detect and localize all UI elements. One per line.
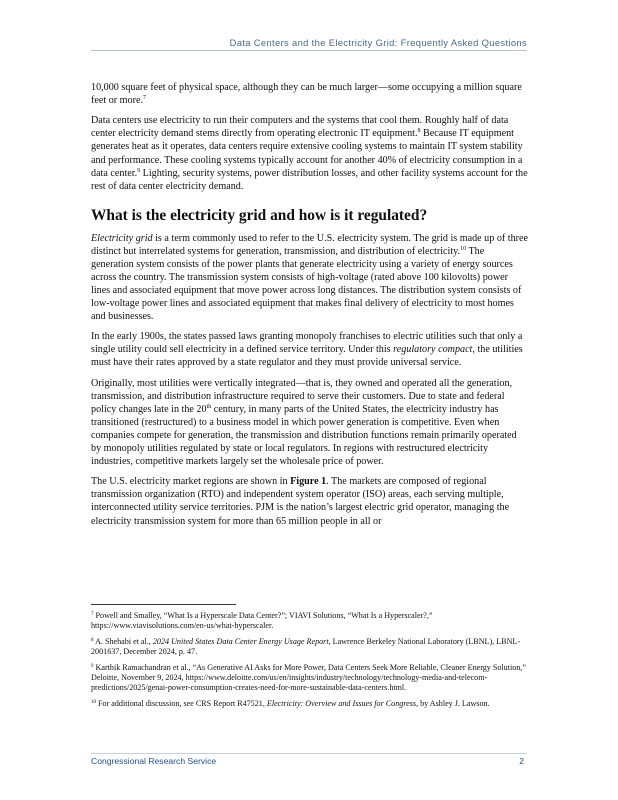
running-header: Data Centers and the Electricity Grid: Frequently Asked Questions: [229, 37, 527, 48]
paragraph-2-text-c: Lighting, security systems, power distribution losses, and other facility systems account for the rest of data center electricity demand.: [91, 167, 528, 192]
figure-1-link[interactable]: Figure 1: [290, 476, 327, 488]
footnote-ref-9[interactable]: 9: [137, 167, 141, 174]
footnote-9: [91, 663, 529, 694]
footnote-7-text[interactable]: Powell and Smalley, “What Is a Hyperscale Data Center?”; VIAVI Solutions, “What Is a Hyperscaler?,” https://www.viavisolutions.com/en-us/what-hyperscaler.: [91, 611, 433, 631]
page-footer: [91, 756, 527, 766]
paragraph-2: [91, 114, 529, 192]
footnote-ref-10[interactable]: 10: [460, 245, 467, 252]
section-heading: What is the electricity grid and how is it regulated?: [91, 206, 428, 224]
footnote-8-title: 2024 United States Data Center Energy Usage Report: [152, 636, 329, 646]
paragraph-3-text-a: is a term commonly used to refer to the U.S. electricity system. The grid is made up of three distinct but interrelated systems for generation, transmission, and distribution of electricity.: [91, 232, 529, 257]
footnote-number: 10: [91, 699, 96, 705]
footnote-10-title: Electricity: Overview and Issues for Congress: [266, 698, 417, 708]
paragraph-5-text-a: Originally, most utilities were vertically integrated—that is, they owned and operated all the generation, transmission, and distribution infrastructure required to serve their customers. Due to state and federal policy changes late in the 20: [91, 377, 513, 415]
footnote-10-text-b: , by Ashley J. Lawson.: [416, 698, 490, 708]
paragraph-3-text-b: The generation system consists of the power plants that generate electricity using a variety of energy sources across the country. The transmission system consists of high-voltage (rated above 100 kilovolts) power lines and associated equipment that move power across long distances. The distribution system consists of low-voltage power lines and associated equipment that makes final delivery of electricity to most homes and businesses.: [91, 245, 522, 322]
page-number: 2: [519, 756, 524, 766]
header-divider: [91, 50, 527, 51]
footnote-number: 8: [91, 637, 94, 643]
footnote-ref-7[interactable]: 7: [143, 95, 147, 102]
paragraph-3: [91, 232, 529, 323]
paragraph-4: [91, 330, 529, 369]
footnote-7: [91, 611, 529, 632]
paragraph-6-text-a: The U.S. electricity market regions are shown in: [91, 476, 291, 488]
term-electricity-grid: Electricity grid: [91, 232, 153, 244]
footnote-ref-8[interactable]: 8: [417, 128, 421, 135]
footnote-10-text-a: For additional discussion, see CRS Report R47521,: [98, 698, 267, 708]
paragraph-6: [91, 475, 529, 527]
footnote-8-text-b: , Lawrence Berkeley National Laboratory (LBNL), LBNL-2001637, December 2024, p. 47.: [91, 636, 521, 657]
paragraph-6-text-b: . The markets are composed of regional transmission organization (RTO) and independent system operator (ISO) areas, each serving multiple, interconnected utility service territories. PJM is the nation’s largest electric grid operator, managing the electricity transmission system for more than 65 million people in all or: [91, 476, 510, 527]
paragraph-4-text-b: , the utilities must have their rates approved by a state regulator and they must provide universal service.: [91, 344, 523, 369]
footnote-9-text[interactable]: Karthik Ramachandran et al., “As Generative AI Asks for More Power, Data Centers Seek More Reliable, Cleaner Energy Solution,” Deloitte, November 9, 2024, https://www.deloitte.com/us/en/insights/industry/technology/technology-media-and-telecom-predictions/2025/genai-power-consumption-creates-need-for-more-sustainable-data-centers.html.: [91, 662, 526, 693]
footer-organization: Congressional Research Service: [91, 756, 217, 766]
paragraph-1: [91, 81, 529, 107]
paragraph-5-text-b: century, in many parts of the United States, the electricity industry has transitioned (restructured) to a business model in which power generation is competitive. Even when companies compete for generation, the transmission and distribution functions remain primarily operated by monopoly utilities regulated by state or local regulators. In regions with restructured electricity industries, competitive markets largely set the wholesale price of power.: [91, 403, 517, 468]
footnote-10: [91, 699, 529, 709]
term-regulatory-compact: regulatory compact: [393, 344, 473, 356]
footer-divider: [91, 753, 527, 754]
paragraph-4-text-a: In the early 1900s, the states passed laws granting monopoly franchises to electric utilities such that only a single utility could sell electricity in a defined service territory. Under this: [91, 331, 523, 356]
footnote-8-text-a: A. Shehabi et al.,: [95, 636, 153, 646]
footnotes: [91, 611, 529, 714]
footnote-number: 7: [91, 612, 94, 617]
paragraph-5: [91, 377, 529, 468]
paragraph-1-text: 10,000 square feet of physical space, although they can be much larger—some occupying a million square feet or more.: [91, 82, 522, 107]
paragraph-2-text-a: Data centers use electricity to run their computers and the systems that cool them. Roughly half of data center electricity demand stems directly from operating electronic IT equipment.: [91, 115, 509, 140]
ordinal-superscript: th: [206, 403, 212, 410]
paragraph-2-text-b: Because IT equipment generates heat as it operates, data centers require extensive cooling systems to maintain IT system stability and performance. These cooling systems typically account for another 40% of electricity consumption in a data center.: [91, 128, 523, 179]
footnote-number: 9: [91, 663, 94, 669]
footnote-divider: [91, 604, 236, 605]
footnote-8: [91, 637, 529, 658]
main-content: [91, 81, 529, 535]
